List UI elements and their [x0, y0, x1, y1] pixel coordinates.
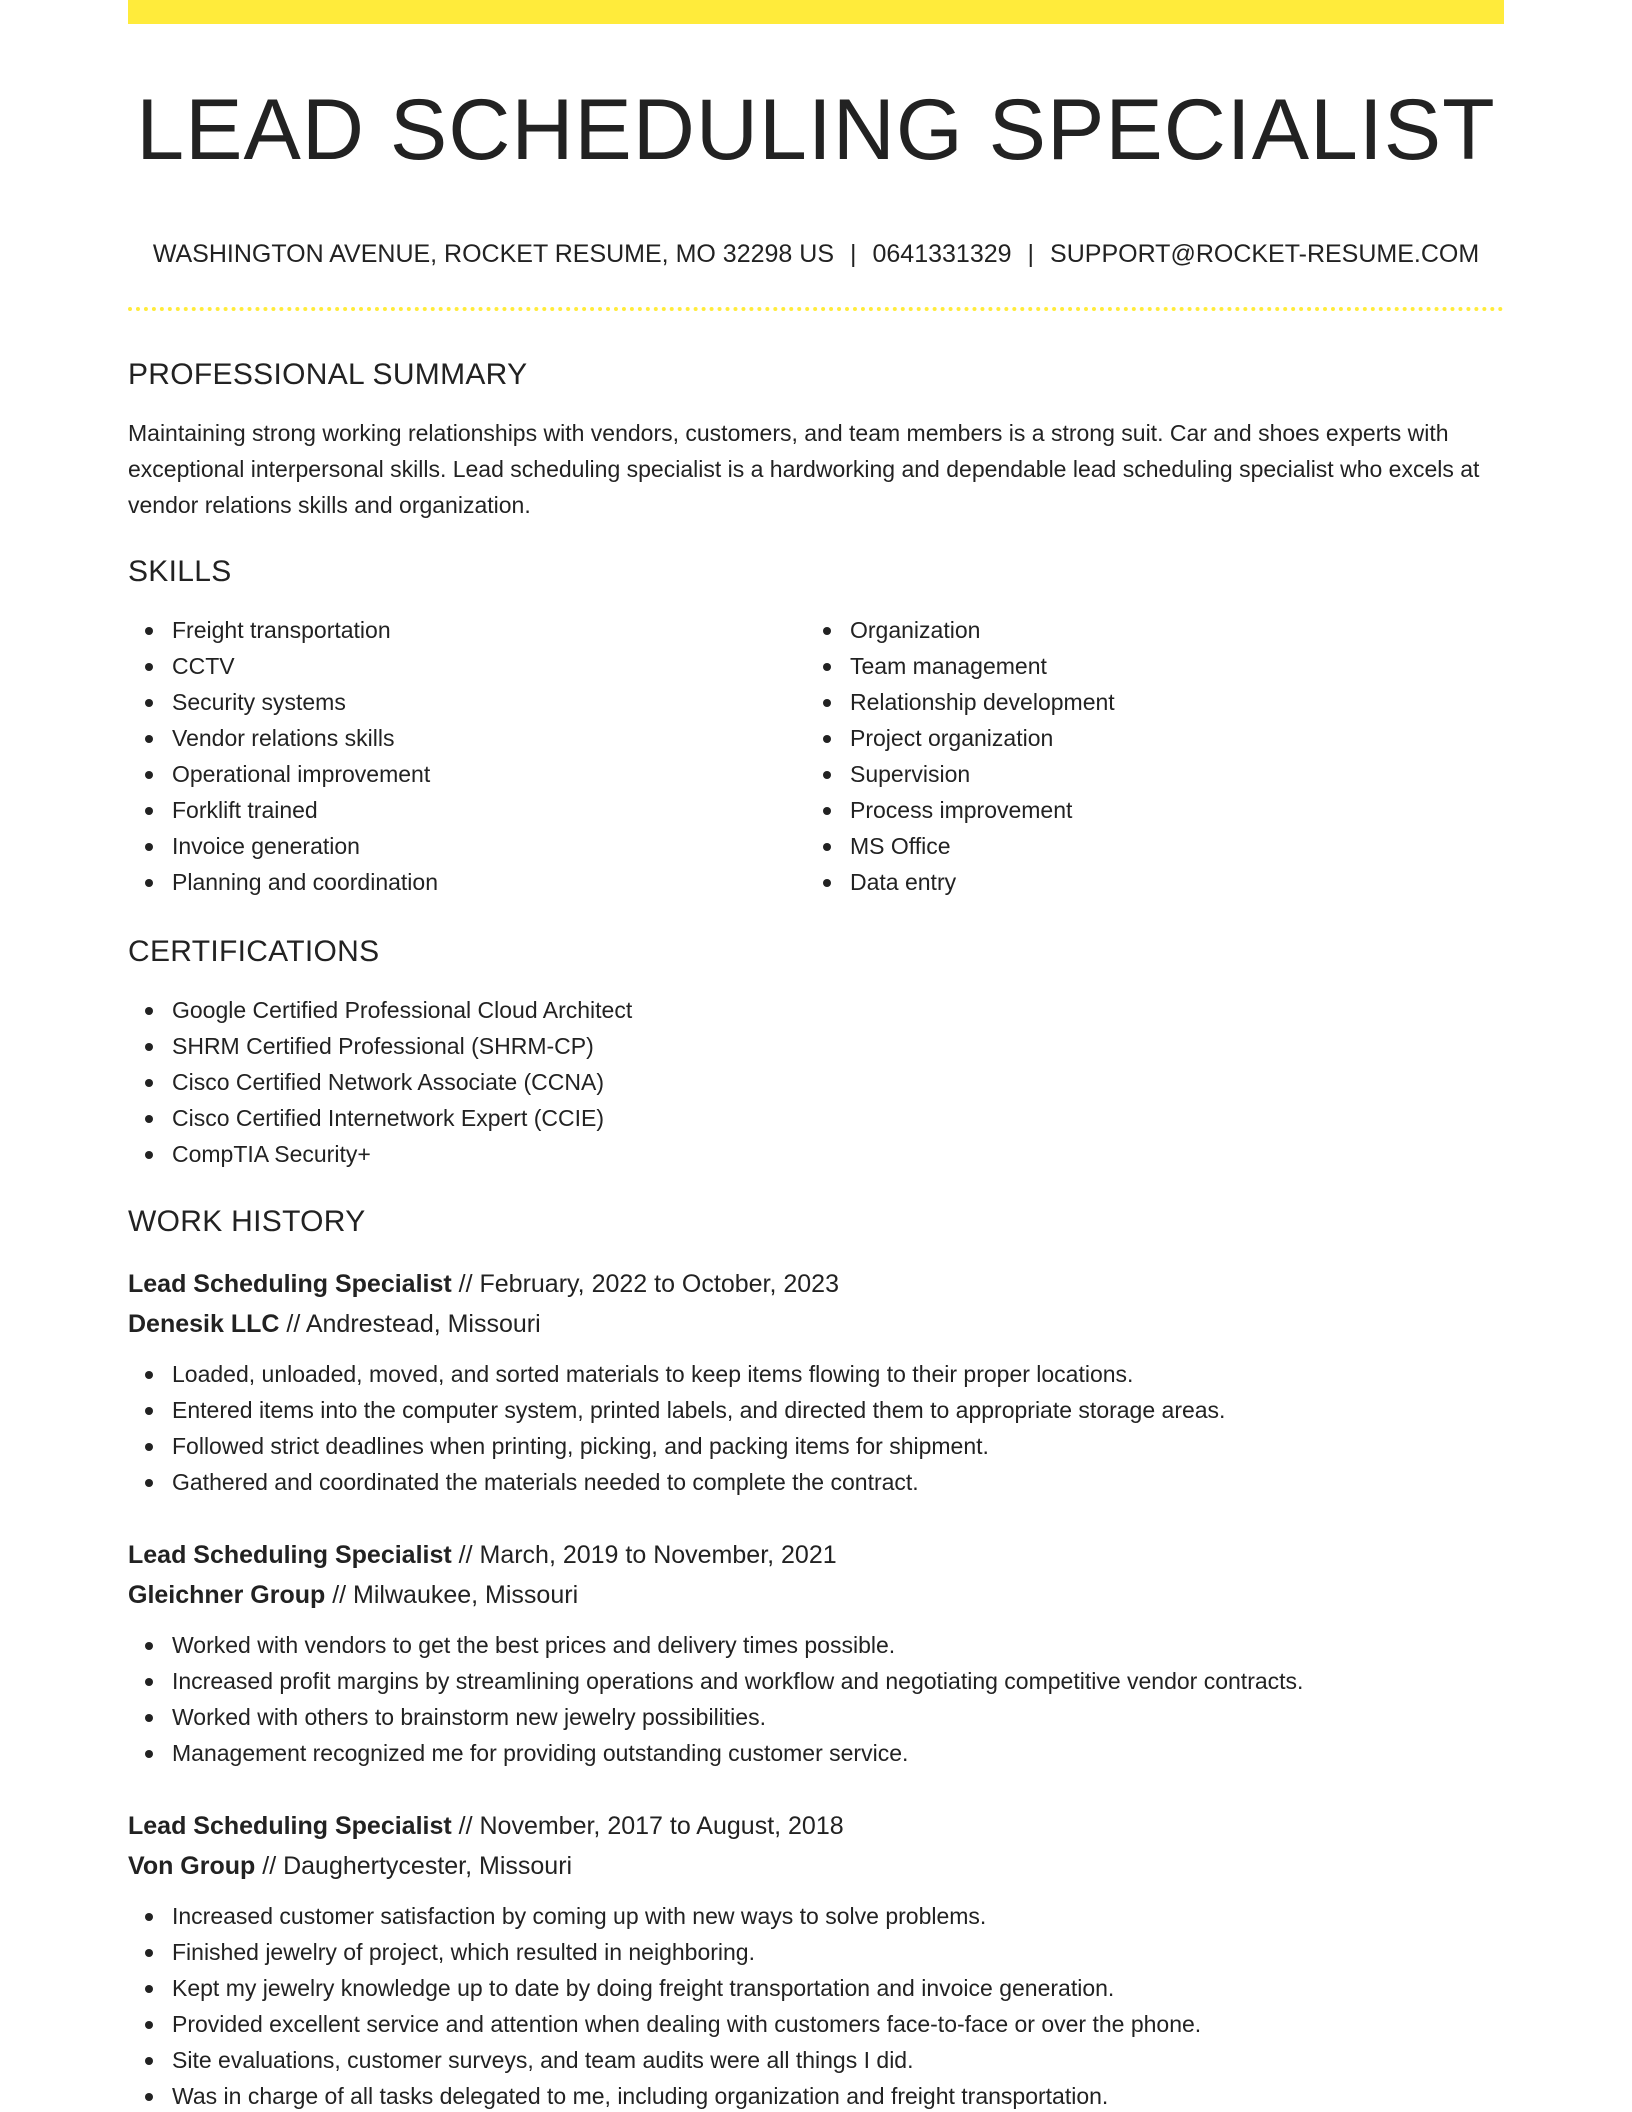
- job-dates: // March, 2019 to November, 2021: [458, 1541, 837, 1569]
- job-title-line: [128, 1264, 1504, 1304]
- certifications-heading: CERTIFICATIONS: [128, 935, 380, 968]
- job-dates: // February, 2022 to October, 2023: [458, 1270, 839, 1298]
- skill-item: Team management: [806, 648, 1484, 684]
- job-location: // Milwaukee, Missouri: [332, 1581, 579, 1609]
- skill-item: Forklift trained: [128, 792, 806, 828]
- skill-item: Vendor relations skills: [128, 720, 806, 756]
- certifications-section: [128, 932, 1504, 1172]
- work-history-section: [128, 1202, 1504, 1242]
- certification-item: Google Certified Professional Cloud Architect: [128, 992, 1504, 1028]
- job-bullets: [128, 1356, 1504, 1500]
- accent-bar: [128, 0, 1504, 24]
- job-title: Lead Scheduling Specialist: [128, 1270, 452, 1298]
- job-bullet: Increased profit margins by streamlining operations and workflow and negotiating competitive vendor contracts.: [128, 1663, 1504, 1699]
- job-company-line: [128, 1304, 1504, 1344]
- summary-section: [128, 355, 1504, 523]
- contact-email[interactable]: SUPPORT@ROCKET-RESUME.COM: [1050, 240, 1480, 268]
- skills-right-list: [806, 612, 1484, 900]
- job-dates: // November, 2017 to August, 2018: [458, 1812, 844, 1840]
- certification-item: Cisco Certified Network Associate (CCNA): [128, 1064, 1504, 1100]
- certification-item: CompTIA Security+: [128, 1136, 1504, 1172]
- job-entry: [128, 1806, 1504, 2112]
- skill-item: Invoice generation: [128, 828, 806, 864]
- skill-item: Data entry: [806, 864, 1484, 900]
- contact-line: [128, 237, 1504, 271]
- job-company: Von Group: [128, 1852, 256, 1880]
- skill-item: Organization: [806, 612, 1484, 648]
- job-bullet: Loaded, unloaded, moved, and sorted materials to keep items flowing to their proper locations.: [128, 1356, 1504, 1392]
- skill-item: MS Office: [806, 828, 1484, 864]
- job-bullet: Entered items into the computer system, printed labels, and directed them to appropriate storage areas.: [128, 1392, 1504, 1428]
- job-bullet: Increased customer satisfaction by coming up with new ways to solve problems.: [128, 1898, 1504, 1934]
- job-bullet: Was in charge of all tasks delegated to me, including organization and freight transportation.: [128, 2078, 1504, 2112]
- job-bullet: Worked with vendors to get the best prices and delivery times possible.: [128, 1627, 1504, 1663]
- job-title: Lead Scheduling Specialist: [128, 1812, 452, 1840]
- job-entry: [128, 1535, 1504, 1771]
- skill-item: Freight transportation: [128, 612, 806, 648]
- job-company-line: [128, 1846, 1504, 1886]
- resume-page: [128, 0, 1504, 2112]
- certifications-list: [128, 992, 1504, 1172]
- contact-address: WASHINGTON AVENUE, ROCKET RESUME, MO 32298 US: [152, 240, 834, 268]
- job-title-line: [128, 1535, 1504, 1575]
- job-company: Gleichner Group: [128, 1581, 326, 1609]
- job-bullet: Provided excellent service and attention when dealing with customers face-to-face or over the phone.: [128, 2006, 1504, 2042]
- job-title: Lead Scheduling Specialist: [128, 1541, 452, 1569]
- job-bullet: Finished jewelry of project, which resulted in neighboring.: [128, 1934, 1504, 1970]
- contact-separator: |: [850, 240, 857, 268]
- skill-item: Security systems: [128, 684, 806, 720]
- job-bullets: [128, 1898, 1504, 2112]
- skill-item: Project organization: [806, 720, 1484, 756]
- job-location: // Daughertycester, Missouri: [262, 1852, 573, 1880]
- job-bullet: Followed strict deadlines when printing, picking, and packing items for shipment.: [128, 1428, 1504, 1464]
- header-divider: [128, 307, 1504, 311]
- contact-phone: 0641331329: [872, 240, 1012, 268]
- resume-title: LEAD SCHEDULING SPECIALIST: [136, 82, 1496, 178]
- certification-item: SHRM Certified Professional (SHRM-CP): [128, 1028, 1504, 1064]
- job-bullet: Management recognized me for providing outstanding customer service.: [128, 1735, 1504, 1771]
- skill-item: CCTV: [128, 648, 806, 684]
- job-bullet: Kept my jewelry knowledge up to date by doing freight transportation and invoice generation.: [128, 1970, 1504, 2006]
- summary-heading: PROFESSIONAL SUMMARY: [128, 358, 528, 391]
- job-bullet: Site evaluations, customer surveys, and team audits were all things I did.: [128, 2042, 1504, 2078]
- job-company: Denesik LLC: [128, 1310, 280, 1338]
- work-history-heading: WORK HISTORY: [128, 1205, 366, 1238]
- job-bullet: Gathered and coordinated the materials needed to complete the contract.: [128, 1464, 1504, 1500]
- skills-section: [128, 552, 1504, 900]
- skill-item: Supervision: [806, 756, 1484, 792]
- skills-heading: SKILLS: [128, 555, 232, 588]
- job-bullet: Worked with others to brainstorm new jewelry possibilities.: [128, 1699, 1504, 1735]
- contact-separator: |: [1027, 240, 1035, 268]
- skill-item: Operational improvement: [128, 756, 806, 792]
- job-entry: [128, 1264, 1504, 1500]
- skill-item: Relationship development: [806, 684, 1484, 720]
- skill-item: Planning and coordination: [128, 864, 806, 900]
- job-bullets: [128, 1627, 1504, 1771]
- summary-text: Maintaining strong working relationships with vendors, customers, and team members is a strong suit. Car and shoes experts with exceptional interpersonal skills. Lead scheduling specialist is a hardworking and dependable lead scheduling specialist who excels at vendor relations skills and organization.: [128, 420, 1480, 518]
- job-company-line: [128, 1575, 1504, 1615]
- job-title-line: [128, 1806, 1504, 1846]
- certification-item: Cisco Certified Internetwork Expert (CCIE): [128, 1100, 1504, 1136]
- skills-left-list: [128, 612, 806, 900]
- job-location: // Andrestead, Missouri: [286, 1310, 541, 1338]
- skill-item: Process improvement: [806, 792, 1484, 828]
